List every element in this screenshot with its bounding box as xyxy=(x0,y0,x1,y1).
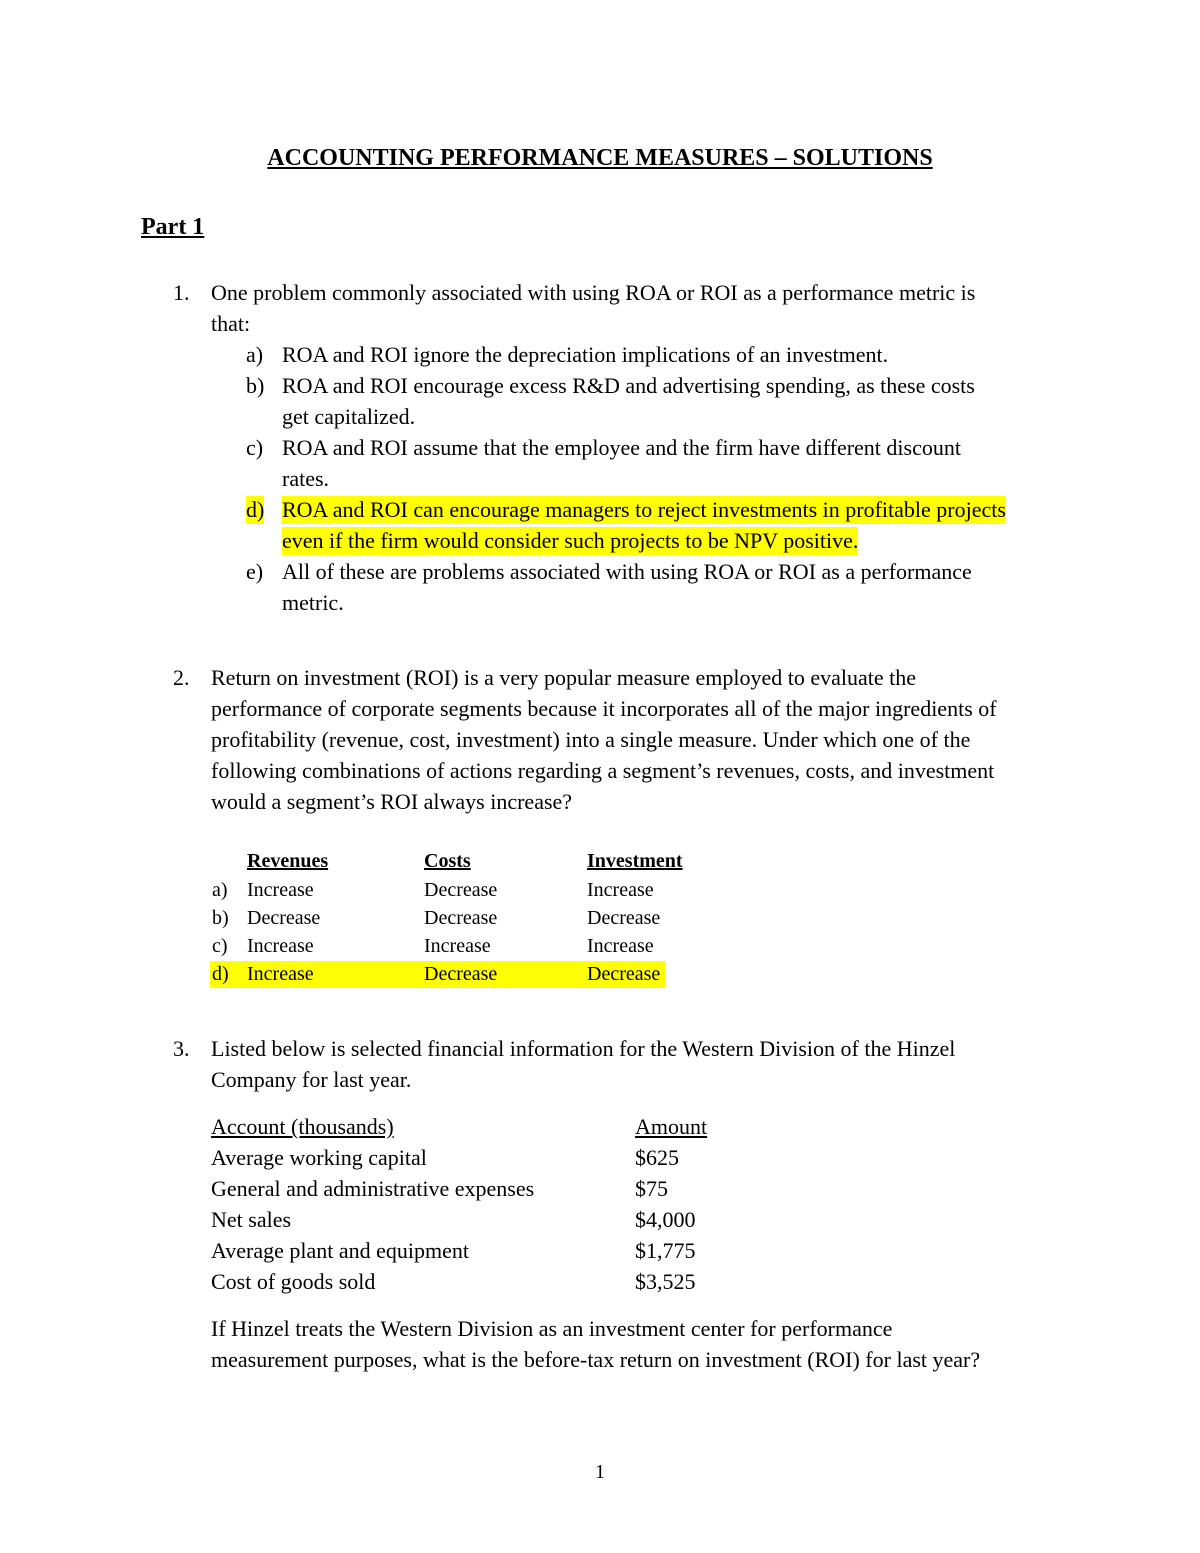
table-cell: Decrease xyxy=(424,963,498,985)
option-letter-correct: d) xyxy=(246,497,265,522)
account-name: General and administrative expenses xyxy=(211,1176,535,1201)
column-header-costs: Costs xyxy=(424,850,471,872)
table-cell: Increase xyxy=(587,935,654,957)
page-number: 1 xyxy=(595,1461,605,1483)
table-cell: Decrease xyxy=(247,907,321,929)
account-name: Average working capital xyxy=(211,1145,427,1170)
row-letter: b) xyxy=(212,907,229,929)
table-cell: Decrease xyxy=(587,963,661,985)
question-text-line: Listed below is selected financial information for the Western Division of the Hinzel xyxy=(211,1036,956,1061)
row-letter: c) xyxy=(212,935,228,957)
option-text: rates. xyxy=(282,466,330,491)
column-header-account: Account (thousands) xyxy=(211,1114,394,1139)
row-letter: d) xyxy=(212,963,229,985)
option-letter: b) xyxy=(246,373,265,398)
question-text-line: following combinations of actions regarding a segment’s revenues, costs, and investment xyxy=(211,758,995,783)
option-text: ROA and ROI ignore the depreciation implications of an investment. xyxy=(282,342,889,367)
question-text-line: Return on investment (ROI) is a very popular measure employed to evaluate the xyxy=(211,665,917,690)
option-text: get capitalized. xyxy=(282,404,416,429)
option-text-correct: ROA and ROI can encourage managers to reject investments in profitable projects xyxy=(282,497,1006,522)
question-text-line: One problem commonly associated with using ROA or ROI as a performance metric is xyxy=(211,280,976,305)
column-header-amount: Amount xyxy=(635,1114,708,1139)
question-text-line: If Hinzel treats the Western Division as an investment center for performance xyxy=(211,1316,893,1341)
option-text: All of these are problems associated with using ROA or ROI as a performance xyxy=(282,559,972,584)
table-cell: Increase xyxy=(424,935,491,957)
page-title: ACCOUNTING PERFORMANCE MEASURES – SOLUTIONS xyxy=(267,145,933,171)
account-amount: $4,000 xyxy=(635,1207,696,1232)
question-number: 1. xyxy=(173,280,190,305)
table-cell: Increase xyxy=(587,879,654,901)
option-letter: e) xyxy=(246,559,264,584)
question-text-line: that: xyxy=(211,311,251,336)
account-amount: $75 xyxy=(635,1176,668,1201)
column-header-investment: Investment xyxy=(587,850,683,872)
column-header-revenues: Revenues xyxy=(247,850,329,872)
question-number: 3. xyxy=(173,1036,190,1061)
part-heading: Part 1 xyxy=(141,214,205,240)
option-letter: c) xyxy=(246,435,264,460)
table-cell: Decrease xyxy=(424,907,498,929)
table-cell: Decrease xyxy=(424,879,498,901)
question-text-line: measurement purposes, what is the before-tax return on investment (ROI) for last year? xyxy=(211,1347,981,1372)
account-name: Average plant and equipment xyxy=(211,1238,469,1263)
option-text: ROA and ROI assume that the employee and the firm have different discount xyxy=(282,435,961,460)
account-name: Net sales xyxy=(211,1207,292,1232)
account-amount: $3,525 xyxy=(635,1269,696,1294)
account-name: Cost of goods sold xyxy=(211,1269,376,1294)
question-text-line: profitability (revenue, cost, investment) into a single measure. Under which one of the xyxy=(211,727,971,752)
option-letter: a) xyxy=(246,342,264,367)
table-cell: Decrease xyxy=(587,907,661,929)
question-text-line: performance of corporate segments because it incorporates all of the major ingredients of xyxy=(211,696,997,721)
table-cell: Increase xyxy=(247,935,314,957)
question-text-line: would a segment’s ROI always increase? xyxy=(211,789,573,814)
option-text-correct: even if the firm would consider such projects to be NPV positive. xyxy=(282,528,859,553)
row-letter: a) xyxy=(212,879,228,901)
question-text-line: Company for last year. xyxy=(211,1067,412,1092)
table-cell: Increase xyxy=(247,879,314,901)
option-text: ROA and ROI encourage excess R&D and advertising spending, as these costs xyxy=(282,373,975,398)
question-number: 2. xyxy=(173,665,190,690)
account-amount: $625 xyxy=(635,1145,679,1170)
option-text: metric. xyxy=(282,590,344,615)
table-cell: Increase xyxy=(247,963,314,985)
account-amount: $1,775 xyxy=(635,1238,696,1263)
